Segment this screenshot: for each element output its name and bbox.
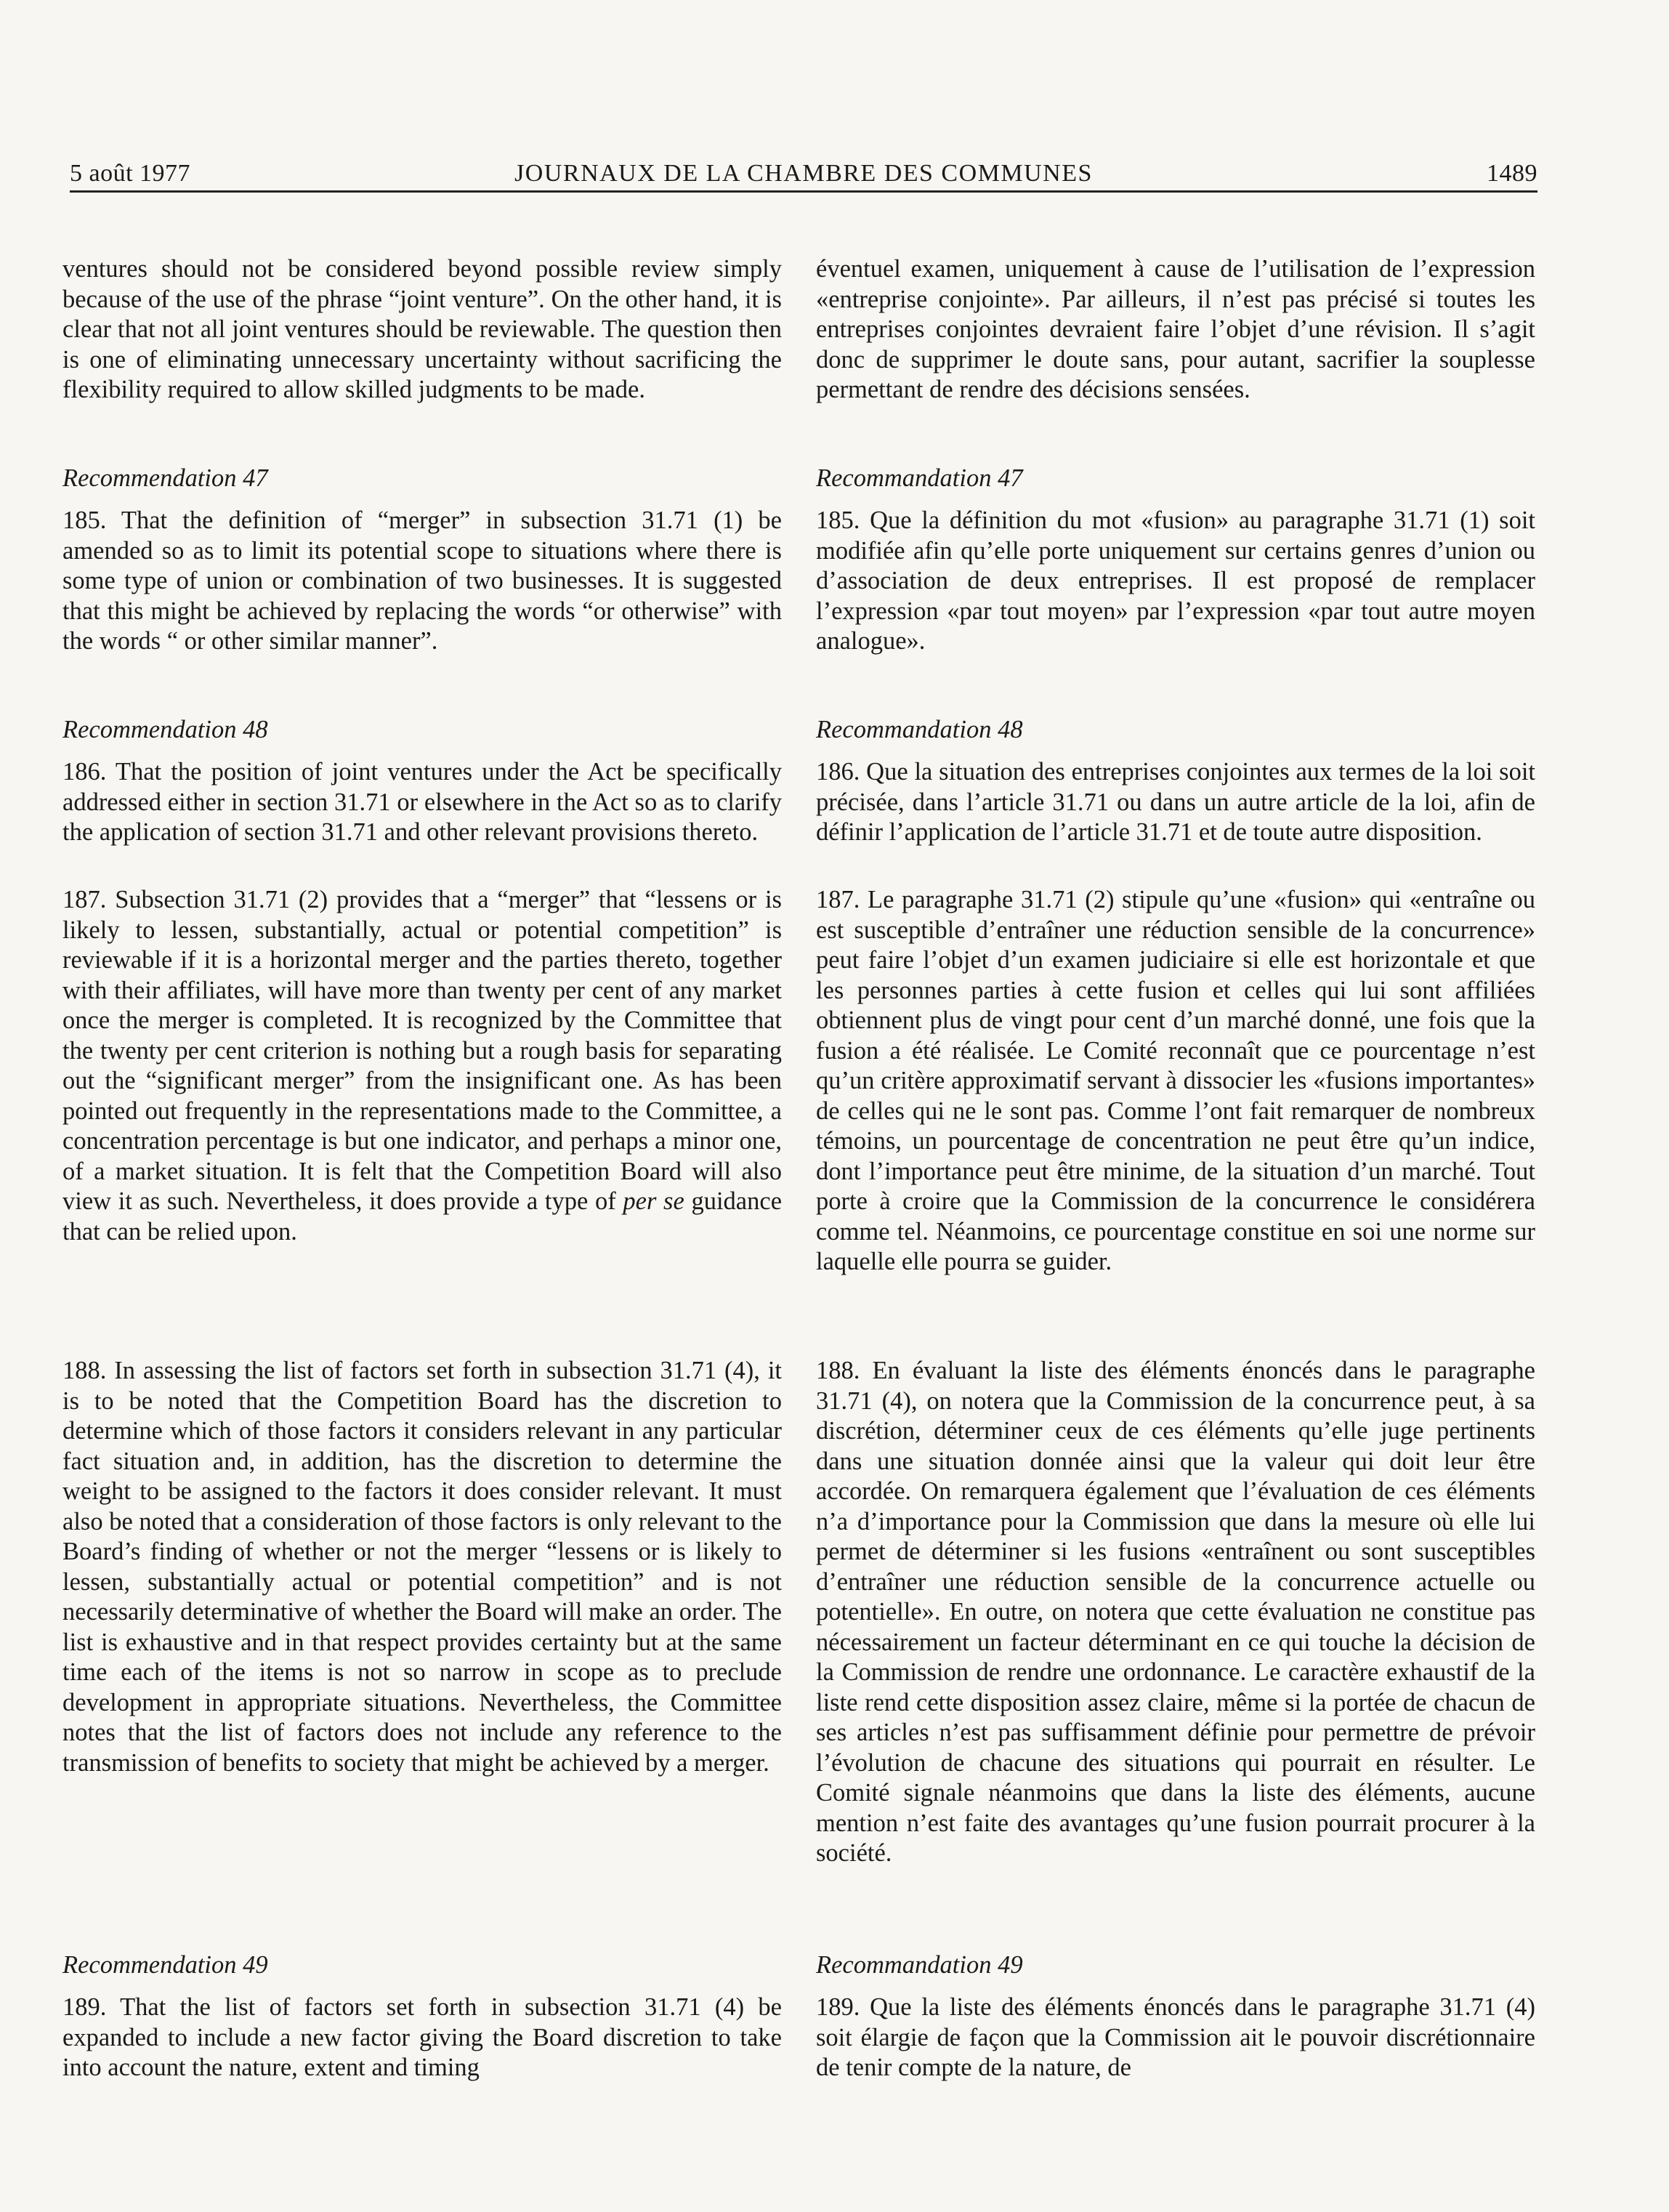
en-p187-italic: per se [623,1187,684,1215]
header-date: 5 août 1977 [70,160,191,187]
page-header [70,145,1537,193]
fr-paragraph-188 [816,1356,1535,1869]
en-recommendation-47-heading: Recommendation 47 [62,464,268,492]
fr-p187-text: 187. Le paragraphe 31.71 (2) stipule qu’une «fusion» qui «entraîne ou est susceptible d’entraîner une réduction sensible de la concurrence» peut faire l’objet d’un examen judiciaire si elle est horizontale et que les personnes parties à cette fusion et celles qui lui sont affiliées obtiennent plus de vingt pour cent d’un marché donné, une fois que la fusion a été réalisée. Le Comité reconnaît que ce pourcentage n’est qu’un critère approximatif servant à dissocier les «fusions importantes» de celles qui ne le sont pas. Comme l’ont fait remarquer de nombreux témoins, un pourcentage de concentration ne peut être qu’un indice, dont l’importance peut être minime, de la situation d’un marché. Tout porte à croire que la Commission de la concurrence le considérera comme tel. Néanmoins, ce pourcentage constitue en soi une norme sur laquelle elle pourra se guider. [816,886,1535,1275]
en-paragraph-187 [62,885,782,1247]
en-recommendation-48-heading: Recommendation 48 [62,716,268,743]
fr-paragraph-185 [816,506,1535,657]
en-intro-text: ventures should not be considered beyond possible review simply because of the use of the phrase “joint venture”. On the other hand, it is clear that not all joint ventures should be reviewable. The question then is one of eliminating unnecessary uncertainty without sacrificing the flexibility required to allow skilled judgments to be made. [62,255,782,403]
en-p189-text: 189. That the list of factors set forth in subsection 31.71 (4) be expanded to include a new factor giving the Board discretion to take into account the nature, extent and timing [62,1993,782,2081]
en-p186-text: 186. That the position of joint ventures under the Act be specifically addressed either in section 31.71 or elsewhere in the Act so as to clarify the application of section 31.71 and other relevant provisions thereto. [62,758,782,846]
fr-paragraph-187 [816,885,1535,1277]
fr-recommendation-47-heading: Recommandation 47 [816,464,1023,492]
en-paragraph-189 [62,1993,782,2083]
fr-p188-text: 188. En évaluant la liste des éléments énoncés dans le paragraphe 31.71 (4), on notera que la Commission de la concurrence peut, à sa discrétion, déterminer ceux de ces éléments qu’elle juge pertinents dans une situation donnée ainsi que la valeur qui doit leur être accordée. On remarquera également que l’évaluation de ces éléments n’a d’importance pour la Commission que dans la mesure où elle lui permet de déterminer si les fusions «entraînent ou sont susceptibles d’entraîner une réduction sensible de la concurrence actuelle ou potentielle». En outre, on notera que cette évaluation ne constitue pas nécessairement un facteur déterminant en ce qui touche la décision de la Commission de rendre une ordonnance. Le caractère exhaustif de la liste rend cette disposition assez claire, même si la portée de chacun de ses articles n’est pas suffisamment définie pour permettre de prévoir l’évolution de chacune des situations qui pourrait en résulter. Le Comité signale néanmoins que dans la liste des éléments, aucune mention n’est faite des avantages qu’une fusion pourrait procurer à la société. [816,1357,1535,1867]
en-p188-text: 188. In assessing the list of factors set forth in subsection 31.71 (4), it is to be noted that the Competition Board has the discretion to determine which of those factors it considers relevant in any particular fact situation and, in addition, has the discretion to determine the weight to be assigned to the factors it does consider relevant. It must also be noted that a consideration of those factors is only relevant to the Board’s finding of whether or not the merger “lessens or is likely to lessen, substantially actual or potential competition” and is not necessarily determinative of whether the Board will make an order. The list is exhaustive and in that respect provides certainty but at the same time each of the items is not so narrow in scope as to preclude development in appropriate situations. Nevertheless, the Committee notes that the list of factors does not include any reference to the transmission of benefits to society that might be achieved by a merger. [62,1357,782,1777]
en-recommendation-49-heading: Recommendation 49 [62,1951,268,1979]
fr-recommendation-49-heading: Recommandation 49 [816,1951,1023,1979]
en-p187-part-b: guidance that can be relied upon. [62,1187,783,1246]
en-intro-paragraph [62,254,782,405]
fr-intro-text: éventuel examen, uniquement à cause de l’utilisation de l’expression «entreprise conjointe». Par ailleurs, il n’est pas précisé si toutes les entreprises conjointes devraient faire l’objet d’une révision. Il s’agit donc de supprimer le doute sans, pour autant, sacrifier la souplesse permettant de rendre des décisions sensées. [816,255,1535,403]
en-paragraph-188 [62,1356,782,1778]
fr-recommendation-48-heading: Recommandation 48 [816,716,1023,743]
fr-p185-text: 185. Que la définition du mot «fusion» au paragraphe 31.71 (1) soit modifiée afin qu’elle porte uniquement sur certains genres d’union ou d’association de deux entreprises. Il est proposé de remplacer l’expression «par tout moyen» par l’expression «par tout autre moyen analogue». [816,506,1535,655]
en-paragraph-186 [62,757,782,848]
header-page-number: 1489 [1487,160,1537,187]
fr-paragraph-189 [816,1993,1535,2083]
en-p187-text [62,885,782,1247]
fr-p186-text: 186. Que la situation des entreprises conjointes aux termes de la loi soit précisée, dans l’article 31.71 ou dans un autre article de la loi, afin de définir l’application de l’article 31.71 et de toute autre disposition. [816,758,1535,846]
en-p187-part-a: 187. Subsection 31.71 (2) provides that a “merger” that “lessens or is likely to lessen, substantially, actual or potential competition” is reviewable if it is a horizontal merger and the parties thereto, together with their affiliates, will have more than twenty per cent of any market once the merger is completed. It is recognized by the Committee that the twenty per cent criterion is nothing but a rough basis for separating out the “significant merger” from the insignificant one. As has been pointed out frequently in the representations made to the Committee, a concentration percentage is but one indicator, and perhaps a minor one, of a market situation. It is felt that the Competition Board will also view it as such. Nevertheless, it does provide a type of [62,886,782,1215]
fr-p189-text: 189. Que la liste des éléments énoncés dans le paragraphe 31.71 (4) soit élargie de façon que la Commission ait le pouvoir discrétionnaire de tenir compte de la nature, de [816,1993,1535,2081]
fr-intro-paragraph [816,254,1535,405]
en-paragraph-185 [62,506,782,657]
header-journal-title: JOURNAUX DE LA CHAMBRE DES COMMUNES [514,160,1093,187]
fr-paragraph-186 [816,757,1535,848]
en-p185-text: 185. That the definition of “merger” in subsection 31.71 (1) be amended so as to limit its potential scope to situations where there is some type of union or combination of two businesses. It is suggested that this might be achieved by replacing the words “or otherwise” with the words “ or other similar manner”. [62,506,782,655]
